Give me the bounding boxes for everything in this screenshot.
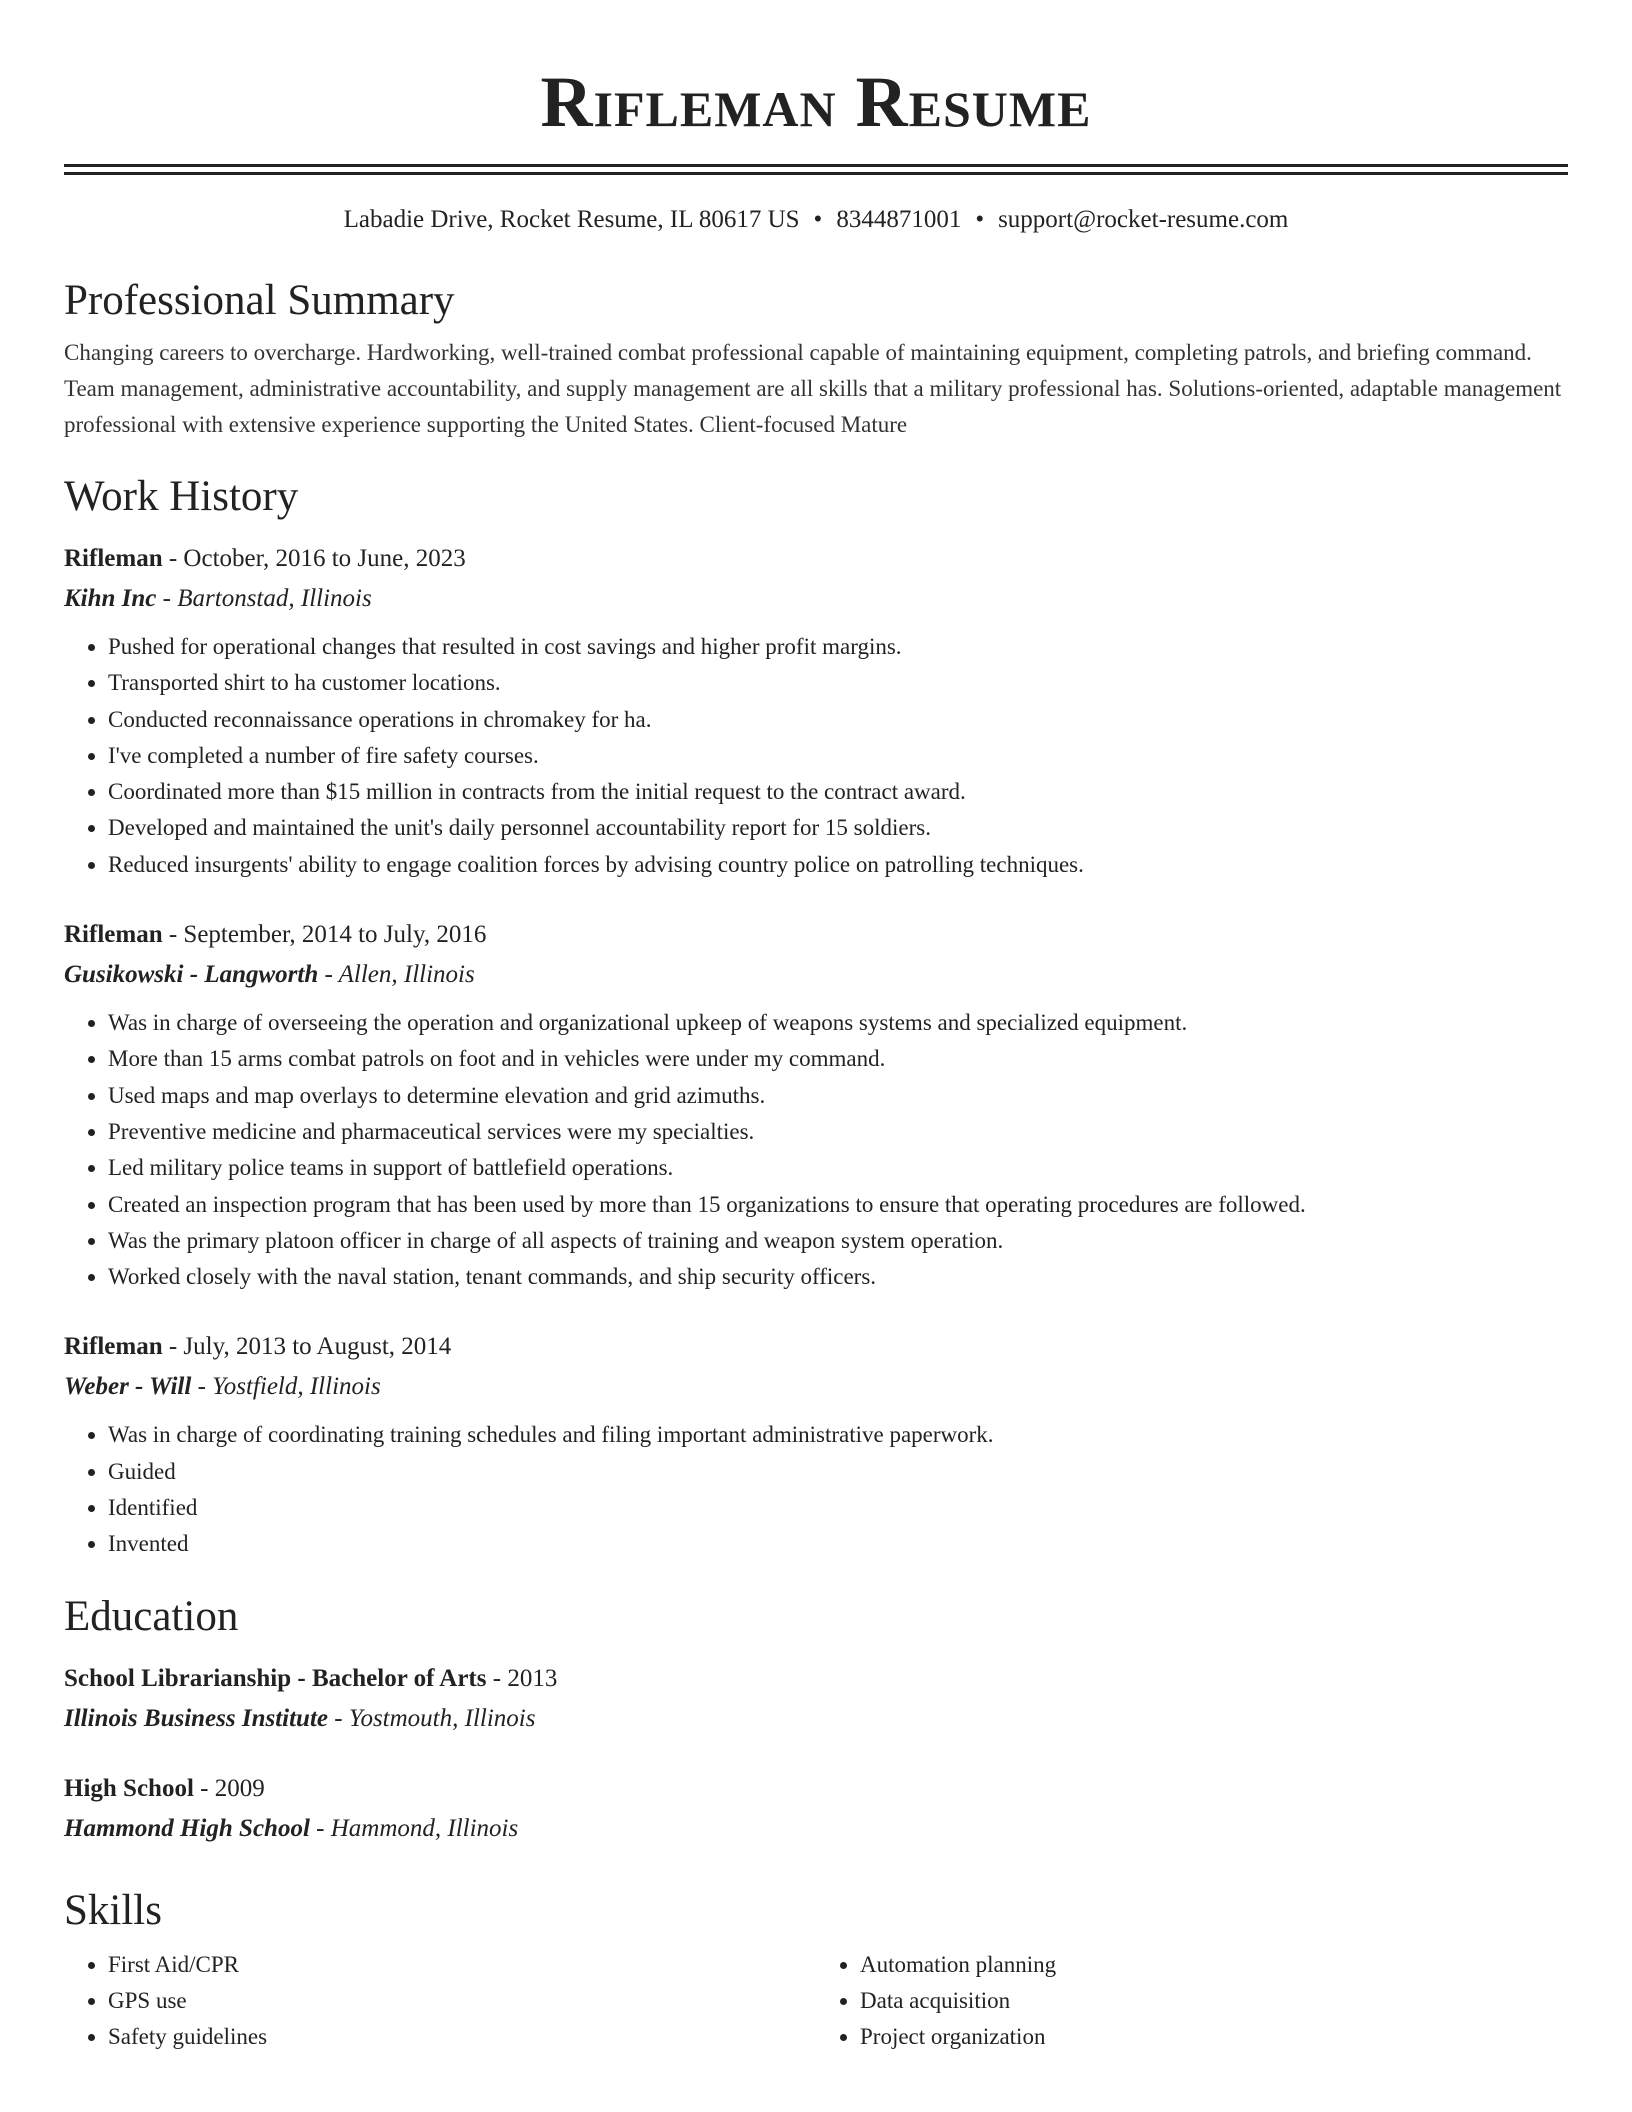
job-bullets: [64, 629, 1568, 883]
list-item: • Was the primary platoon officer in charge of all aspects of training and weapon system operation.: [108, 1223, 1568, 1259]
employer-location: - Bartonstad, Illinois: [156, 585, 372, 612]
list-item: • Was in charge of overseeing the operation and organizational upkeep of weapons systems and specialized equipment.: [108, 1005, 1568, 1041]
contact-line: [64, 203, 1568, 237]
header-double-rule: [64, 164, 1568, 175]
degree-line: [64, 1769, 1568, 1809]
job-entry: [64, 539, 1568, 883]
list-item: • Developed and maintained the unit's daily personnel accountability report for 15 soldiers.: [108, 810, 1568, 846]
contact-separator: •: [975, 206, 985, 233]
school-line: [64, 1699, 1568, 1739]
employer-location: - Yostfield, Illinois: [191, 1373, 381, 1401]
list-item: • Used maps and map overlays to determine elevation and grid azimuths.: [108, 1078, 1568, 1114]
list-item: • Conducted reconnaissance operations in chromakey for ha.: [108, 702, 1568, 738]
school-line: [64, 1809, 1568, 1849]
degree-name: High School: [64, 1774, 194, 1802]
job-title-line: [64, 915, 1568, 955]
contact-separator: •: [813, 206, 823, 233]
job-bullets: [64, 1417, 1568, 1562]
summary-text: Changing careers to overcharge. Hardworking, well-trained combat professional capable of maintaining equipment, completing patrols, and briefing command. Team management, administrative accountability, and supply management are all skills that a military professional has. Solutions-oriented, adaptable management professional with extensive experience supporting the United States. Client-focused Mature: [64, 340, 1562, 437]
employer-line: [64, 1367, 1568, 1407]
skills-column-left: [64, 1947, 816, 2056]
employer-location: - Allen, Illinois: [318, 961, 475, 989]
skill-item: • Project organization: [860, 2019, 1568, 2055]
section-title-skills: Skills: [64, 1886, 162, 1934]
skill-item: • Safety guidelines: [108, 2019, 816, 2055]
job-entry: [64, 1327, 1568, 1562]
section-title-summary: Professional Summary: [64, 277, 455, 324]
contact-phone: 8344871001: [836, 206, 962, 233]
list-item: • Pushed for operational changes that resulted in cost savings and higher profit margins.: [108, 629, 1568, 665]
school-name: Illinois Business Institute: [64, 1704, 329, 1732]
skills-column-right: [816, 1947, 1568, 2056]
list-item: • Coordinated more than $15 million in contracts from the initial request to the contract award.: [108, 774, 1568, 810]
list-item: • Guided: [108, 1454, 1568, 1490]
degree-year: - 2013: [486, 1664, 558, 1692]
list-item: • Reduced insurgents' ability to engage coalition forces by advising country police on patrolling techniques.: [108, 847, 1568, 883]
section-title-education: Education: [64, 1592, 239, 1640]
employer-name: Kihn Inc: [64, 585, 157, 612]
contact-address: Labadie Drive, Rocket Resume, IL 80617 US: [343, 206, 800, 233]
job-dates: - July, 2013 to August, 2014: [162, 1333, 452, 1361]
list-item: • Led military police teams in support of battlefield operations.: [108, 1150, 1568, 1186]
list-item: • Worked closely with the naval station, tenant commands, and ship security officers.: [108, 1259, 1568, 1295]
contact-email: support@rocket-resume.com: [998, 206, 1289, 233]
list-item: • Invented: [108, 1526, 1568, 1562]
job-dates: - September, 2014 to July, 2016: [162, 921, 487, 949]
job-title: Rifleman: [64, 921, 163, 949]
degree-year: - 2009: [193, 1774, 265, 1802]
list-item: • Transported shirt to ha customer locations.: [108, 665, 1568, 701]
employer-name: Gusikowski - Langworth: [64, 961, 319, 989]
employer-name: Weber - Will: [64, 1373, 192, 1401]
list-item: • More than 15 arms combat patrols on foot and in vehicles were under my command.: [108, 1041, 1568, 1077]
job-title: Rifleman: [64, 545, 163, 572]
job-title: Rifleman: [64, 1333, 163, 1361]
education-entry: [64, 1659, 1568, 1739]
degree-name: School Librarianship - Bachelor of Arts: [64, 1664, 487, 1692]
employer-line: [64, 579, 1568, 619]
skill-item: • GPS use: [108, 1983, 816, 2019]
job-title-line: [64, 1327, 1568, 1367]
list-item: • I've completed a number of fire safety courses.: [108, 738, 1568, 774]
school-location: - Hammond, Illinois: [309, 1814, 519, 1842]
job-entry: [64, 915, 1568, 1295]
school-location: - Yostmouth, Illinois: [328, 1704, 536, 1732]
list-item: • Created an inspection program that has been used by more than 15 organizations to ensure that operating procedures are followed.: [108, 1187, 1568, 1223]
job-bullets: [64, 1005, 1568, 1295]
job-title-line: [64, 539, 1568, 579]
employer-line: [64, 955, 1568, 995]
list-item: • Was in charge of coordinating training schedules and filing important administrative paperwork.: [108, 1417, 1568, 1453]
education-entry: [64, 1769, 1568, 1849]
skill-item: • First Aid/CPR: [108, 1947, 816, 1983]
skills-list: [64, 1947, 1568, 2056]
resume-name: Rifleman Resume: [540, 62, 1092, 142]
section-title-work-history: Work History: [64, 473, 299, 520]
skill-item: • Data acquisition: [860, 1983, 1568, 2019]
job-dates: - October, 2016 to June, 2023: [162, 545, 466, 572]
skill-item: • Automation planning: [860, 1947, 1568, 1983]
list-item: • Preventive medicine and pharmaceutical services were my specialties.: [108, 1114, 1568, 1150]
degree-line: [64, 1659, 1568, 1699]
list-item: • Identified: [108, 1490, 1568, 1526]
school-name: Hammond High School: [64, 1814, 310, 1842]
